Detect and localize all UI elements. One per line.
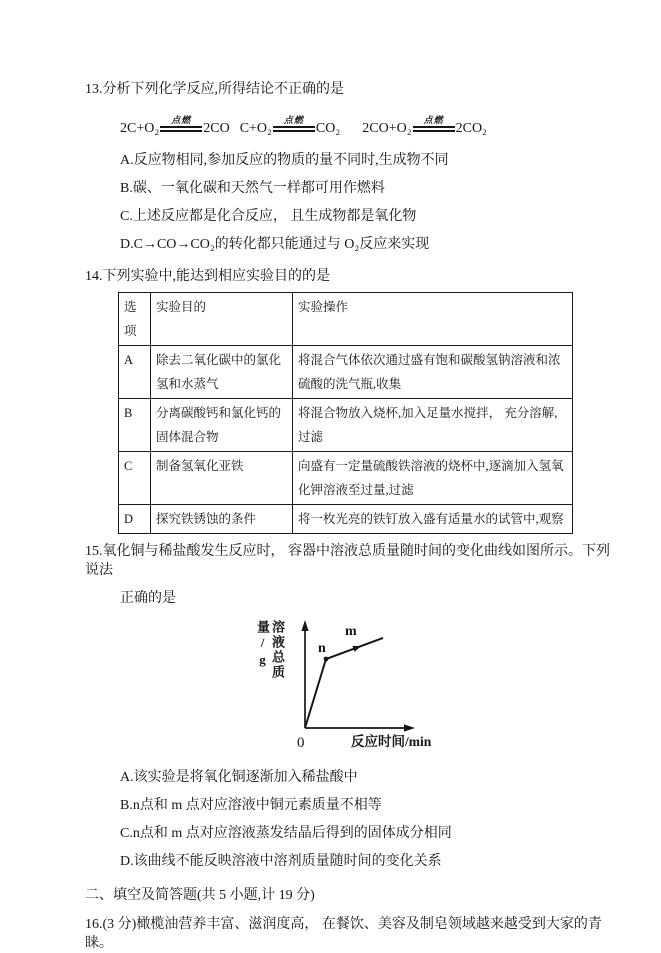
equation-2 [240, 115, 341, 137]
ignite-condition-label: 点燃 [283, 115, 304, 125]
q13-equations [120, 105, 621, 137]
header-operation: 实验操作 [293, 293, 573, 346]
mass-curve [305, 638, 383, 728]
x-axis-label: 反应时间/min [351, 734, 432, 749]
ignite-condition-label: 点燃 [171, 115, 192, 125]
q15-graph [255, 616, 621, 754]
q14-stem: 14.下列实验中,能达到相应实验目的的是 [85, 269, 330, 284]
q16-stem: 16.(3 分)橄榄油营养丰富、滋润度高， 在餐饮、美容及制皂领域越来越受到大家的青睐。 [85, 917, 602, 951]
q14-experiment-table [118, 292, 573, 534]
x-axis-arrow-icon [404, 724, 415, 731]
equation-1-products: 2CO [203, 121, 230, 136]
header-option: 选项 [119, 293, 151, 346]
row-b-purpose: 分离碳酸钙和氯化钙的固体混合物 [151, 399, 293, 452]
q15-option-a: A.该实验是将氧化铜逐渐加入稀盐酸中 [120, 770, 358, 785]
point-m-label: m [345, 624, 357, 639]
reaction-condition-line [413, 115, 455, 132]
equation-3-products: 2CO₂ [455, 121, 487, 136]
row-b-operation: 将混合物放入烧杯,加入足量水搅拌， 充分溶解,过滤 [293, 399, 573, 452]
q15-option-d: D.该曲线不能反映溶液中溶剂质量随时间的变化关系 [120, 854, 442, 869]
q15-option-c: C.n点和 m 点对应溶液蒸发结晶后得到的固体成分相同 [120, 826, 452, 841]
q15-stem-line1: 15.氧化铜与稀盐酸发生反应时， 容器中溶液总质量随时间的变化曲线如图所示。下列说法 [85, 544, 610, 578]
equation-3-reactants: 2CO+O₂ [362, 121, 412, 136]
row-a-purpose: 除去二氧化碳中的氯化氢和水蒸气 [151, 346, 293, 399]
reaction-condition-line [273, 115, 315, 132]
q13-option-a: A.反应物相同,参加反应的物质的量不同时,生成物不同 [120, 153, 449, 168]
reaction-condition-line [160, 115, 202, 132]
row-c-operation: 向盛有一定量硫酸铁溶液的烧杯中,逐滴加入氢氧化钾溶液至过量,过滤 [293, 452, 573, 505]
row-a-operation: 将混合气体依次通过盛有饱和碳酸氢钠溶液和浓硫酸的洗气瓶,收集 [293, 346, 573, 399]
point-n-marker [324, 657, 329, 662]
header-purpose: 实验目的 [151, 293, 293, 346]
row-d-purpose: 探究铁锈蚀的条件 [151, 505, 293, 534]
q13-stem: 13.分析下列化学反应,所得结论不正确的是 [85, 82, 344, 97]
equation-2-products: CO₂ [315, 121, 341, 136]
reaction-time-mass-plot [285, 616, 455, 754]
table-row [119, 505, 573, 534]
row-d-option: D [119, 505, 151, 534]
double-equals-line [273, 126, 315, 132]
equation-3 [362, 115, 487, 137]
equation-1-reactants: 2C+O₂ [120, 121, 160, 136]
double-equals-line [413, 126, 455, 132]
ignite-condition-label: 点燃 [423, 115, 444, 125]
q13-option-b: B.碳、一氧化碳和天然气一样都可用作燃料 [120, 181, 385, 196]
q15-option-b: B.n点和 m 点对应溶液中铜元素质量不相等 [120, 798, 382, 813]
curve-direction-arrow-icon [352, 646, 361, 652]
double-equals-line [160, 126, 202, 132]
row-a-option: A [119, 346, 151, 399]
table-row [119, 346, 573, 399]
q13-option-d: D.C→CO→CO₂的转化都只能通过与 O₂反应来实现 [120, 237, 430, 252]
q13-option-c: C.上述反应都是化合反应， 且生成物都是氧化物 [120, 209, 417, 224]
origin-label: 0 [297, 735, 305, 751]
section2-title: 二、填空及简答题(共 5 小题,计 19 分) [85, 888, 315, 903]
row-c-option: C [119, 452, 151, 505]
equation-1 [120, 115, 230, 137]
table-row [119, 399, 573, 452]
y-axis-arrow-icon [301, 620, 308, 631]
row-c-purpose: 制备氢氧化亚铁 [151, 452, 293, 505]
table-row [119, 452, 573, 505]
row-d-operation: 将一枚光亮的铁钉放入盛有适量水的试管中,观察 [293, 505, 573, 534]
q15-stem-line2: 正确的是 [120, 591, 176, 606]
equation-2-reactants: C+O₂ [239, 121, 272, 136]
row-b-option: B [119, 399, 151, 452]
table-header-row [119, 293, 573, 346]
y-axis-label: 溶液总质量/g [255, 620, 285, 680]
point-n-label: n [318, 641, 326, 656]
